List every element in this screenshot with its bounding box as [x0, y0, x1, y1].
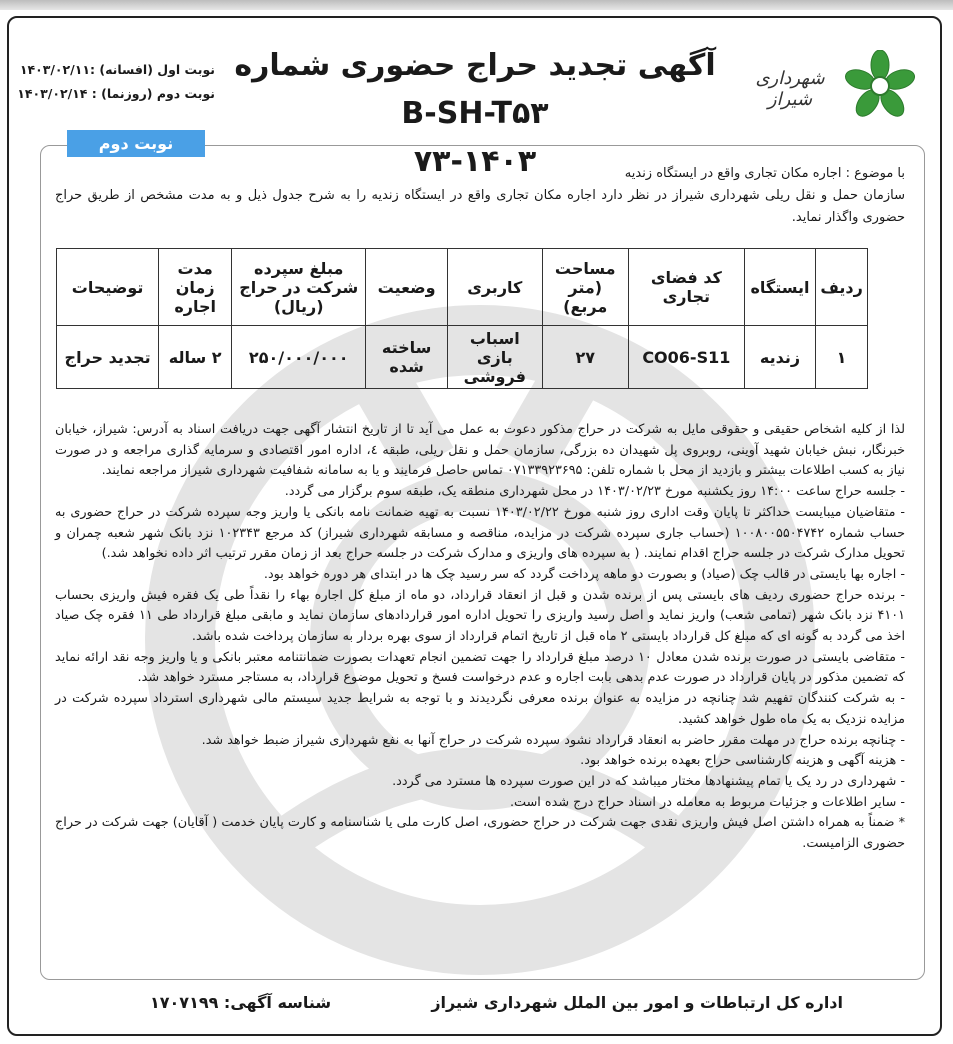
paragraph: - سایر اطلاعات و جزئیات مربوط به معامله در اسناد حراج درج شده است.: [509, 794, 905, 810]
issue-badge: نوبت دوم: [67, 130, 205, 157]
top-strip: [0, 0, 953, 10]
header-cell: ردیف: [816, 249, 868, 326]
paragraph: لذا از کلیه اشخاص حقیقی و حقوقی مایل به شرکت در حراج مذکور دعوت به عمل می آید تا از تاریخ انتشار آگهی جهت دریافت اسناد به آدرس: شیراز، خیابان خبرنگار، نبش خیابان شهید آوینی، روبروی پل شهیدان ده بزرگی، سازمان حمل و نقل ریلی، طبقه ٤، اداره امور اقتصادی و سرمایه گذاری مراجعه و در صورت نیاز به کسب اطلاعات بیشتر و بازدید از محل با شماره تلفن: ۰۷۱۳۳۹۲۳۶۹۵ تماس حاصل فرمایند و یا به سامانه شفافیت شهرداری شیراز مراجعه نمایند.: [55, 422, 905, 479]
subject-line: با موضوع : اجاره مکان تجاری واقع در ایستگاه زندیه: [624, 166, 905, 181]
paragraph: - به شرکت کنندگان تفهیم شد چنانچه در مزایده به عنوان برنده معرفی نگردیدند و با توجه به شرایط جدید سیستم مالی شهرداری استرداد سپرده شرکت در مزایده نزدیک به یک ماه طول خواهد کشید.: [55, 691, 905, 727]
publication-dates: [17, 58, 215, 106]
header-cell: مدت زمان اجاره: [159, 249, 232, 326]
paragraph: - هزینه آگهی و هزینه کارشناسی حراج بعهده برنده خواهد بود.: [580, 753, 905, 769]
paragraph: - برنده حراج حضوری ردیف های بایستی پس از برنده شدن و قبل از انعقاد قرارداد، دو ماه از مبلغ کل اجاره بهاء را نقداً طی یک فقره فیش واریزی بحساب ۴۱۰۱ نزد بانک شهر (تمامی شعب) واریز نماید و اصل رسید واریزی را تحویل اداره امور قراردادهای سازمان نماید و مابقی مبلغ قرارداد طی ۱۱ فقره چک صیاد اخذ می گردد به گونه ای که مبلغ کل قرارداد بایستی ۲ ماه قبل از تاریخ اتمام قرارداد از سوی بهره بردار به سازمان پرداخت شده باشد.: [55, 587, 906, 645]
paragraph: - اجاره بها بایستی در قالب چک (صیاد) و بصورت دو ماهه پرداخت گردد که سر رسید چک ها در ابتدای هر دوره خواهد بود.: [263, 566, 905, 582]
notes: تجدید حراج: [57, 326, 159, 389]
intro: [55, 163, 905, 229]
header-cell: کد فضای تجاری: [628, 249, 744, 326]
header-cell: مبلغ سپرده شرکت در حراج (ریال): [232, 249, 366, 326]
lease-duration: ۲ ساله: [159, 326, 232, 389]
row-number: ۱: [816, 326, 868, 389]
area: ۲۷: [542, 326, 628, 389]
paragraph: - متقاضی بایستی در صورت برنده شدن معادل ۱۰ درصد مبلغ قرارداد را جهت تضمین انجام تعهدات بصورت ضمانتنامه معتبر بانکی و یا واریز وجه نقد ارائه نماید که تضمین مذکور در پایان قرارداد در صورت عدم بدهی بابت اجاره و عدم درخواست فسخ و تحویل موضوع قرارداد، به مستاجر مسترد خواهد شد.: [55, 649, 905, 686]
paragraph: * ضمناً به همراه داشتن اصل فیش واریزی نقدی جهت شرکت در حراج حضوری، اصل کارت ملی یا شناسنامه و کارت پایان خدمت ( آقایان) جهت شرکت در حراج حضوری الزامیست.: [55, 815, 905, 852]
title-line-1: آگهی تجدید حراج حضوری شماره B-SH-T۵۳: [234, 48, 716, 131]
terms-body: [55, 420, 905, 855]
station: زندیه: [744, 326, 815, 389]
description-line: سازمان حمل و نقل ریلی شهرداری شیراز در نظر دارد اجاره مکان تجاری واقع در ایستگاه زندیه را به شرح جدول ذیل و به مدت مشخص از طریق حراج حضوری واگذار نماید.: [55, 188, 905, 225]
logo-text: شهرداری شیراز: [755, 68, 825, 110]
deposit-amount: ۲۵۰/۰۰۰/۰۰۰: [232, 326, 366, 389]
ad-id: شناسه آگهی: ۱۷۰۷۱۹۹: [150, 993, 332, 1012]
header-cell: توضیحات: [57, 249, 159, 326]
commercial-space-code: CO06-S11: [628, 326, 744, 389]
table-header-row: [57, 249, 868, 326]
paragraph: - چنانچه برنده حراج در مهلت مقرر حاضر به انعقاد قرارداد نشود سپرده شرکت در حراج آنها به نفع شهرداری شیراز ضبط خواهد شد.: [201, 732, 905, 748]
usage: اسباب بازی فروشی: [447, 326, 542, 389]
issue-second: نوبت دوم (روزنما) : ۱۴۰۳/۰۲/۱۴: [17, 86, 215, 101]
header-cell: مساحت (متر مربع): [542, 249, 628, 326]
municipality-logo: [740, 50, 940, 120]
issue-first: نوبت اول (افسانه) :۱۴۰۳/۰۲/۱۱: [19, 62, 215, 77]
table-row: [57, 326, 868, 389]
paragraph: - جلسه حراج ساعت ۱۴:۰۰ روز یکشنبه مورخ ۱۴۰۳/۰۲/۲۳ در محل شهرداری منطقه یک، طبقه سوم برگزار می گردد.: [284, 484, 905, 500]
auction-table: [56, 248, 868, 389]
header-cell: ایستگاه: [744, 249, 815, 326]
shiraz-municipality-logo-icon: [840, 50, 920, 120]
title-line-2: ۷۳-۱۴۰۳: [413, 144, 537, 179]
department-name: اداره کل ارتباطات و امور بین الملل شهرداری شیراز: [431, 993, 843, 1012]
paragraph: - شهرداری در رد یک یا تمام پیشنهادها مختار میباشد که در این صورت سپرده ها مسترد می گردد.: [392, 773, 905, 789]
paragraph: - متقاضیان میبایست حداکثر تا پایان وقت اداری روز شنبه مورخ ۱۴۰۳/۰۲/۲۲ نسبت به تهیه ضمانت نامه بانکی یا واریز وجه سپرده شرکت در حراج حضوری به حساب شماره ۱۰۰۸۰۰۵۵۰۴۷۴۲ (حساب جاری سپرده شرکت در مزایده، مناقصه و مسابقه شهرداری شیراز) کد مرجع ۱۰۲۳۴۳ نزد بانک شهر شعبه چمران و تحویل مدارک شرکت در جلسه حراج اقدام نمایند. ( به سپرده های واریزی و مدارک شرکت در جلسه حراج بعد از زمان مقرر ترتیب اثر داده نخواهد شد.): [55, 504, 906, 562]
status: ساخته شده: [366, 326, 448, 389]
header-cell: وضعیت: [366, 249, 448, 326]
header-cell: کاربری: [447, 249, 542, 326]
